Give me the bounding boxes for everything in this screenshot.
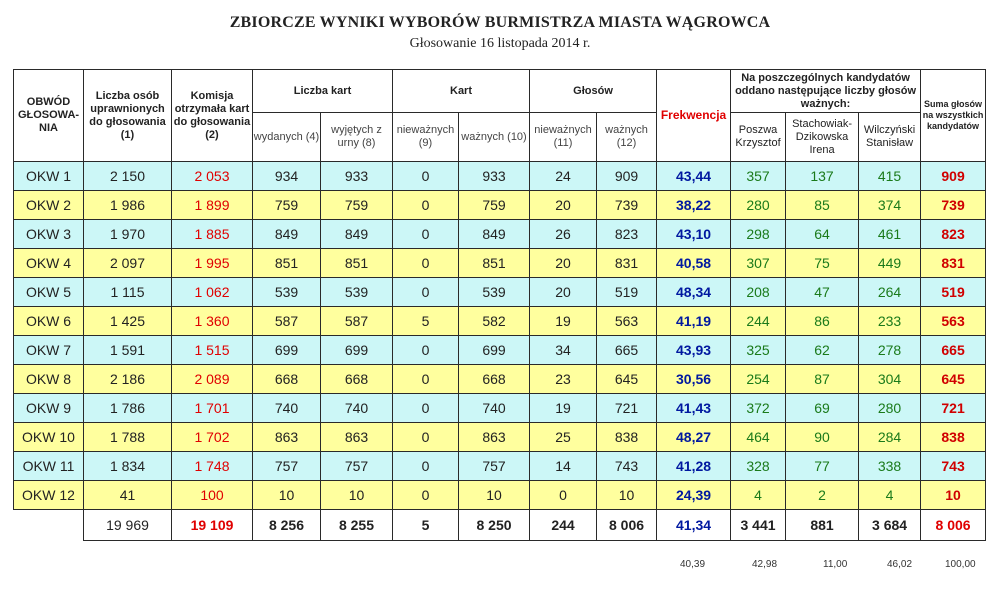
cell-kart-niewazne: 0	[393, 162, 459, 191]
cell-kandydat-1: 208	[731, 278, 786, 307]
cell-kart-niewazne: 0	[393, 278, 459, 307]
cell-frekwencja: 38,22	[657, 191, 731, 220]
pct-kandydat-1: 42,98	[752, 559, 778, 570]
header-kandydat-3: Wilczyński Stanisław	[859, 113, 921, 162]
cell-kandydat-2: 75	[786, 249, 859, 278]
cell-kart-niewazne: 0	[393, 423, 459, 452]
header-kart: Kart	[393, 70, 530, 113]
header-glosow: Głosów	[530, 70, 657, 113]
cell-kandydat-3: 4	[859, 481, 921, 510]
cell-suma: 563	[921, 307, 986, 336]
header-uprawnieni: Liczba osób uprawnionych do głosowania (1)	[84, 70, 172, 162]
cell-glosow-wazne: 721	[597, 394, 657, 423]
cell-komisja: 1 885	[172, 220, 253, 249]
cell-frekwencja: 40,58	[657, 249, 731, 278]
header-kart-niewazne: nieważnych (9)	[393, 113, 459, 162]
cell-wydane: 668	[253, 365, 321, 394]
cell-kandydat-1: 254	[731, 365, 786, 394]
cell-glosow-niewazne: 14	[530, 452, 597, 481]
cell-kart-niewazne: 0	[393, 365, 459, 394]
cell-kart-wazne: 582	[459, 307, 530, 336]
cell-suma: 721	[921, 394, 986, 423]
cell-kandydat-2: 69	[786, 394, 859, 423]
cell-glosow-wazne: 563	[597, 307, 657, 336]
cell-okw: OKW 4	[14, 249, 84, 278]
cell-glosow-niewazne: 25	[530, 423, 597, 452]
cell-glosow-niewazne: 19	[530, 394, 597, 423]
header-liczba-kart: Liczba kart	[253, 70, 393, 113]
cell-kart-niewazne: 0	[393, 336, 459, 365]
cell-kandydat-1: 244	[731, 307, 786, 336]
cell-glosow-niewazne: 26	[530, 220, 597, 249]
cell-suma: 909	[921, 162, 986, 191]
cell-komisja: 1 360	[172, 307, 253, 336]
total-suma: 8 006	[921, 510, 986, 541]
cell-okw: OKW 9	[14, 394, 84, 423]
cell-kandydat-3: 304	[859, 365, 921, 394]
cell-komisja: 100	[172, 481, 253, 510]
cell-kandydat-1: 372	[731, 394, 786, 423]
cell-glosow-wazne: 665	[597, 336, 657, 365]
cell-suma: 743	[921, 452, 986, 481]
cell-komisja: 1 515	[172, 336, 253, 365]
cell-kandydat-1: 328	[731, 452, 786, 481]
cell-kart-wazne: 757	[459, 452, 530, 481]
cell-suma: 823	[921, 220, 986, 249]
cell-kandydat-2: 85	[786, 191, 859, 220]
cell-komisja: 1 701	[172, 394, 253, 423]
cell-wydane: 863	[253, 423, 321, 452]
pct-suma: 100,00	[945, 559, 976, 570]
cell-suma: 838	[921, 423, 986, 452]
cell-okw: OKW 2	[14, 191, 84, 220]
cell-kart-wazne: 759	[459, 191, 530, 220]
cell-glosow-niewazne: 24	[530, 162, 597, 191]
cell-kandydat-2: 87	[786, 365, 859, 394]
cell-wyjete: 740	[321, 394, 393, 423]
cell-okw: OKW 5	[14, 278, 84, 307]
cell-wydane: 934	[253, 162, 321, 191]
cell-okw: OKW 10	[14, 423, 84, 452]
table-row	[14, 423, 986, 452]
cell-wyjete: 587	[321, 307, 393, 336]
header-glosow-niewazne: nieważnych (11)	[530, 113, 597, 162]
table-row	[14, 452, 986, 481]
cell-kandydat-1: 464	[731, 423, 786, 452]
cell-glosow-niewazne: 34	[530, 336, 597, 365]
total-glosow-wazne: 8 006	[597, 510, 657, 541]
cell-kart-wazne: 10	[459, 481, 530, 510]
cell-glosow-wazne: 519	[597, 278, 657, 307]
cell-suma: 665	[921, 336, 986, 365]
cell-uprawnieni: 1 970	[84, 220, 172, 249]
total-uprawnieni: 19 969	[84, 510, 172, 541]
cell-kart-niewazne: 0	[393, 452, 459, 481]
cell-suma: 519	[921, 278, 986, 307]
cell-frekwencja: 24,39	[657, 481, 731, 510]
cell-wydane: 759	[253, 191, 321, 220]
table-row	[14, 307, 986, 336]
cell-suma: 645	[921, 365, 986, 394]
cell-glosow-niewazne: 0	[530, 481, 597, 510]
results-table	[13, 69, 986, 541]
cell-uprawnieni: 1 425	[84, 307, 172, 336]
cell-kart-wazne: 539	[459, 278, 530, 307]
cell-okw: OKW 7	[14, 336, 84, 365]
total-glosow-niewazne: 244	[530, 510, 597, 541]
cell-wyjete: 933	[321, 162, 393, 191]
cell-frekwencja: 48,34	[657, 278, 731, 307]
cell-wyjete: 863	[321, 423, 393, 452]
cell-komisja: 1 748	[172, 452, 253, 481]
cell-kandydat-3: 233	[859, 307, 921, 336]
cell-uprawnieni: 2 150	[84, 162, 172, 191]
cell-kandydat-3: 415	[859, 162, 921, 191]
page-subtitle: Głosowanie 16 listopada 2014 r.	[409, 36, 591, 51]
cell-glosow-niewazne: 20	[530, 278, 597, 307]
header-komisja: Komisja otrzymała kart do głosowania (2)	[172, 70, 253, 162]
cell-kandydat-3: 374	[859, 191, 921, 220]
cell-glosow-niewazne: 23	[530, 365, 597, 394]
cell-komisja: 1 899	[172, 191, 253, 220]
cell-wyjete: 699	[321, 336, 393, 365]
total-kart-wazne: 8 250	[459, 510, 530, 541]
cell-kart-niewazne: 5	[393, 307, 459, 336]
cell-frekwencja: 41,19	[657, 307, 731, 336]
header-glosow-wazne: ważnych (12)	[597, 113, 657, 162]
cell-glosow-niewazne: 19	[530, 307, 597, 336]
cell-glosow-wazne: 743	[597, 452, 657, 481]
cell-uprawnieni: 1 788	[84, 423, 172, 452]
cell-kandydat-2: 64	[786, 220, 859, 249]
cell-kart-niewazne: 0	[393, 249, 459, 278]
cell-uprawnieni: 1 115	[84, 278, 172, 307]
table-row	[14, 220, 986, 249]
cell-okw: OKW 3	[14, 220, 84, 249]
cell-kandydat-2: 62	[786, 336, 859, 365]
cell-uprawnieni: 41	[84, 481, 172, 510]
cell-uprawnieni: 2 186	[84, 365, 172, 394]
cell-frekwencja: 43,44	[657, 162, 731, 191]
cell-frekwencja: 30,56	[657, 365, 731, 394]
table-row	[14, 278, 986, 307]
cell-uprawnieni: 1 591	[84, 336, 172, 365]
cell-glosow-wazne: 645	[597, 365, 657, 394]
table-row	[14, 191, 986, 220]
table-row	[14, 162, 986, 191]
cell-wydane: 851	[253, 249, 321, 278]
cell-wydane: 699	[253, 336, 321, 365]
total-frekwencja: 41,34	[657, 510, 731, 541]
pct-kandydat-2: 11,00	[823, 559, 848, 570]
pct-kandydat-3: 46,02	[887, 559, 913, 570]
table-row	[14, 336, 986, 365]
cell-glosow-wazne: 739	[597, 191, 657, 220]
cell-kandydat-2: 137	[786, 162, 859, 191]
total-kandydat-3: 3 684	[859, 510, 921, 541]
cell-wydane: 587	[253, 307, 321, 336]
table-row	[14, 394, 986, 423]
total-blank	[14, 510, 84, 541]
total-kandydat-1: 3 441	[731, 510, 786, 541]
cell-kandydat-1: 4	[731, 481, 786, 510]
cell-suma: 831	[921, 249, 986, 278]
cell-wydane: 740	[253, 394, 321, 423]
cell-kandydat-1: 307	[731, 249, 786, 278]
cell-wyjete: 759	[321, 191, 393, 220]
cell-kandydat-3: 449	[859, 249, 921, 278]
cell-komisja: 2 053	[172, 162, 253, 191]
cell-glosow-wazne: 831	[597, 249, 657, 278]
header-frekwencja: Frekwencja	[657, 70, 731, 162]
cell-kandydat-2: 2	[786, 481, 859, 510]
header-suma: Suma głosów na wszystkich kandydatów	[921, 70, 986, 162]
cell-kandydat-1: 280	[731, 191, 786, 220]
cell-kandydat-1: 357	[731, 162, 786, 191]
cell-uprawnieni: 1 986	[84, 191, 172, 220]
cell-kart-niewazne: 0	[393, 220, 459, 249]
cell-kandydat-1: 298	[731, 220, 786, 249]
cell-wyjete: 539	[321, 278, 393, 307]
cell-glosow-niewazne: 20	[530, 191, 597, 220]
total-row	[14, 510, 986, 541]
header-kandydat-1: Poszwa Krzysztof	[731, 113, 786, 162]
table-row	[14, 249, 986, 278]
total-kandydat-2: 881	[786, 510, 859, 541]
cell-komisja: 1 702	[172, 423, 253, 452]
cell-wydane: 757	[253, 452, 321, 481]
cell-wyjete: 757	[321, 452, 393, 481]
cell-okw: OKW 6	[14, 307, 84, 336]
cell-wyjete: 668	[321, 365, 393, 394]
total-komisja: 19 109	[172, 510, 253, 541]
cell-kart-wazne: 849	[459, 220, 530, 249]
cell-frekwencja: 41,43	[657, 394, 731, 423]
total-kart-niewazne: 5	[393, 510, 459, 541]
cell-kandydat-3: 284	[859, 423, 921, 452]
cell-kart-niewazne: 0	[393, 394, 459, 423]
cell-glosow-wazne: 909	[597, 162, 657, 191]
cell-kart-wazne: 699	[459, 336, 530, 365]
cell-kandydat-3: 264	[859, 278, 921, 307]
cell-kart-wazne: 933	[459, 162, 530, 191]
cell-kandydat-3: 338	[859, 452, 921, 481]
table-row	[14, 481, 986, 510]
header-kart-wazne: ważnych (10)	[459, 113, 530, 162]
cell-kart-wazne: 851	[459, 249, 530, 278]
cell-uprawnieni: 1 834	[84, 452, 172, 481]
cell-wydane: 539	[253, 278, 321, 307]
header-obwod: OBWÓD GŁOSOWA- NIA	[14, 70, 84, 162]
cell-kandydat-2: 77	[786, 452, 859, 481]
cell-uprawnieni: 2 097	[84, 249, 172, 278]
cell-wyjete: 849	[321, 220, 393, 249]
cell-frekwencja: 43,10	[657, 220, 731, 249]
cell-glosow-wazne: 838	[597, 423, 657, 452]
total-wyjete: 8 255	[321, 510, 393, 541]
cell-kandydat-2: 86	[786, 307, 859, 336]
cell-kart-wazne: 863	[459, 423, 530, 452]
cell-okw: OKW 12	[14, 481, 84, 510]
cell-glosow-niewazne: 20	[530, 249, 597, 278]
cell-kandydat-3: 278	[859, 336, 921, 365]
cell-komisja: 2 089	[172, 365, 253, 394]
pct-frekwencja: 40,39	[680, 559, 706, 570]
cell-glosow-wazne: 823	[597, 220, 657, 249]
header-wydanych: wydanych (4)	[253, 113, 321, 162]
cell-kandydat-1: 325	[731, 336, 786, 365]
page-title: ZBIORCZE WYNIKI WYBORÓW BURMISTRZA MIASTA WĄGROWCA	[229, 14, 771, 31]
cell-kart-niewazne: 0	[393, 191, 459, 220]
cell-frekwencja: 48,27	[657, 423, 731, 452]
cell-kart-wazne: 740	[459, 394, 530, 423]
header-wyjetych: wyjętych z urny (8)	[321, 113, 393, 162]
cell-okw: OKW 8	[14, 365, 84, 394]
cell-suma: 739	[921, 191, 986, 220]
table-row	[14, 365, 986, 394]
total-wydane: 8 256	[253, 510, 321, 541]
cell-komisja: 1 995	[172, 249, 253, 278]
cell-glosow-wazne: 10	[597, 481, 657, 510]
cell-kandydat-3: 280	[859, 394, 921, 423]
cell-kandydat-3: 461	[859, 220, 921, 249]
cell-suma: 10	[921, 481, 986, 510]
cell-kart-wazne: 668	[459, 365, 530, 394]
cell-frekwencja: 41,28	[657, 452, 731, 481]
cell-uprawnieni: 1 786	[84, 394, 172, 423]
cell-frekwencja: 43,93	[657, 336, 731, 365]
header-kandydat-2: Stachowiak-Dzikowska Irena	[786, 113, 859, 162]
cell-kart-niewazne: 0	[393, 481, 459, 510]
header-kandydaci: Na poszczególnych kandydatów oddano następujące liczby głosów ważnych:	[731, 70, 921, 113]
cell-wyjete: 10	[321, 481, 393, 510]
cell-wydane: 849	[253, 220, 321, 249]
cell-kandydat-2: 47	[786, 278, 859, 307]
cell-komisja: 1 062	[172, 278, 253, 307]
cell-wydane: 10	[253, 481, 321, 510]
cell-okw: OKW 11	[14, 452, 84, 481]
cell-okw: OKW 1	[14, 162, 84, 191]
cell-wyjete: 851	[321, 249, 393, 278]
cell-kandydat-2: 90	[786, 423, 859, 452]
